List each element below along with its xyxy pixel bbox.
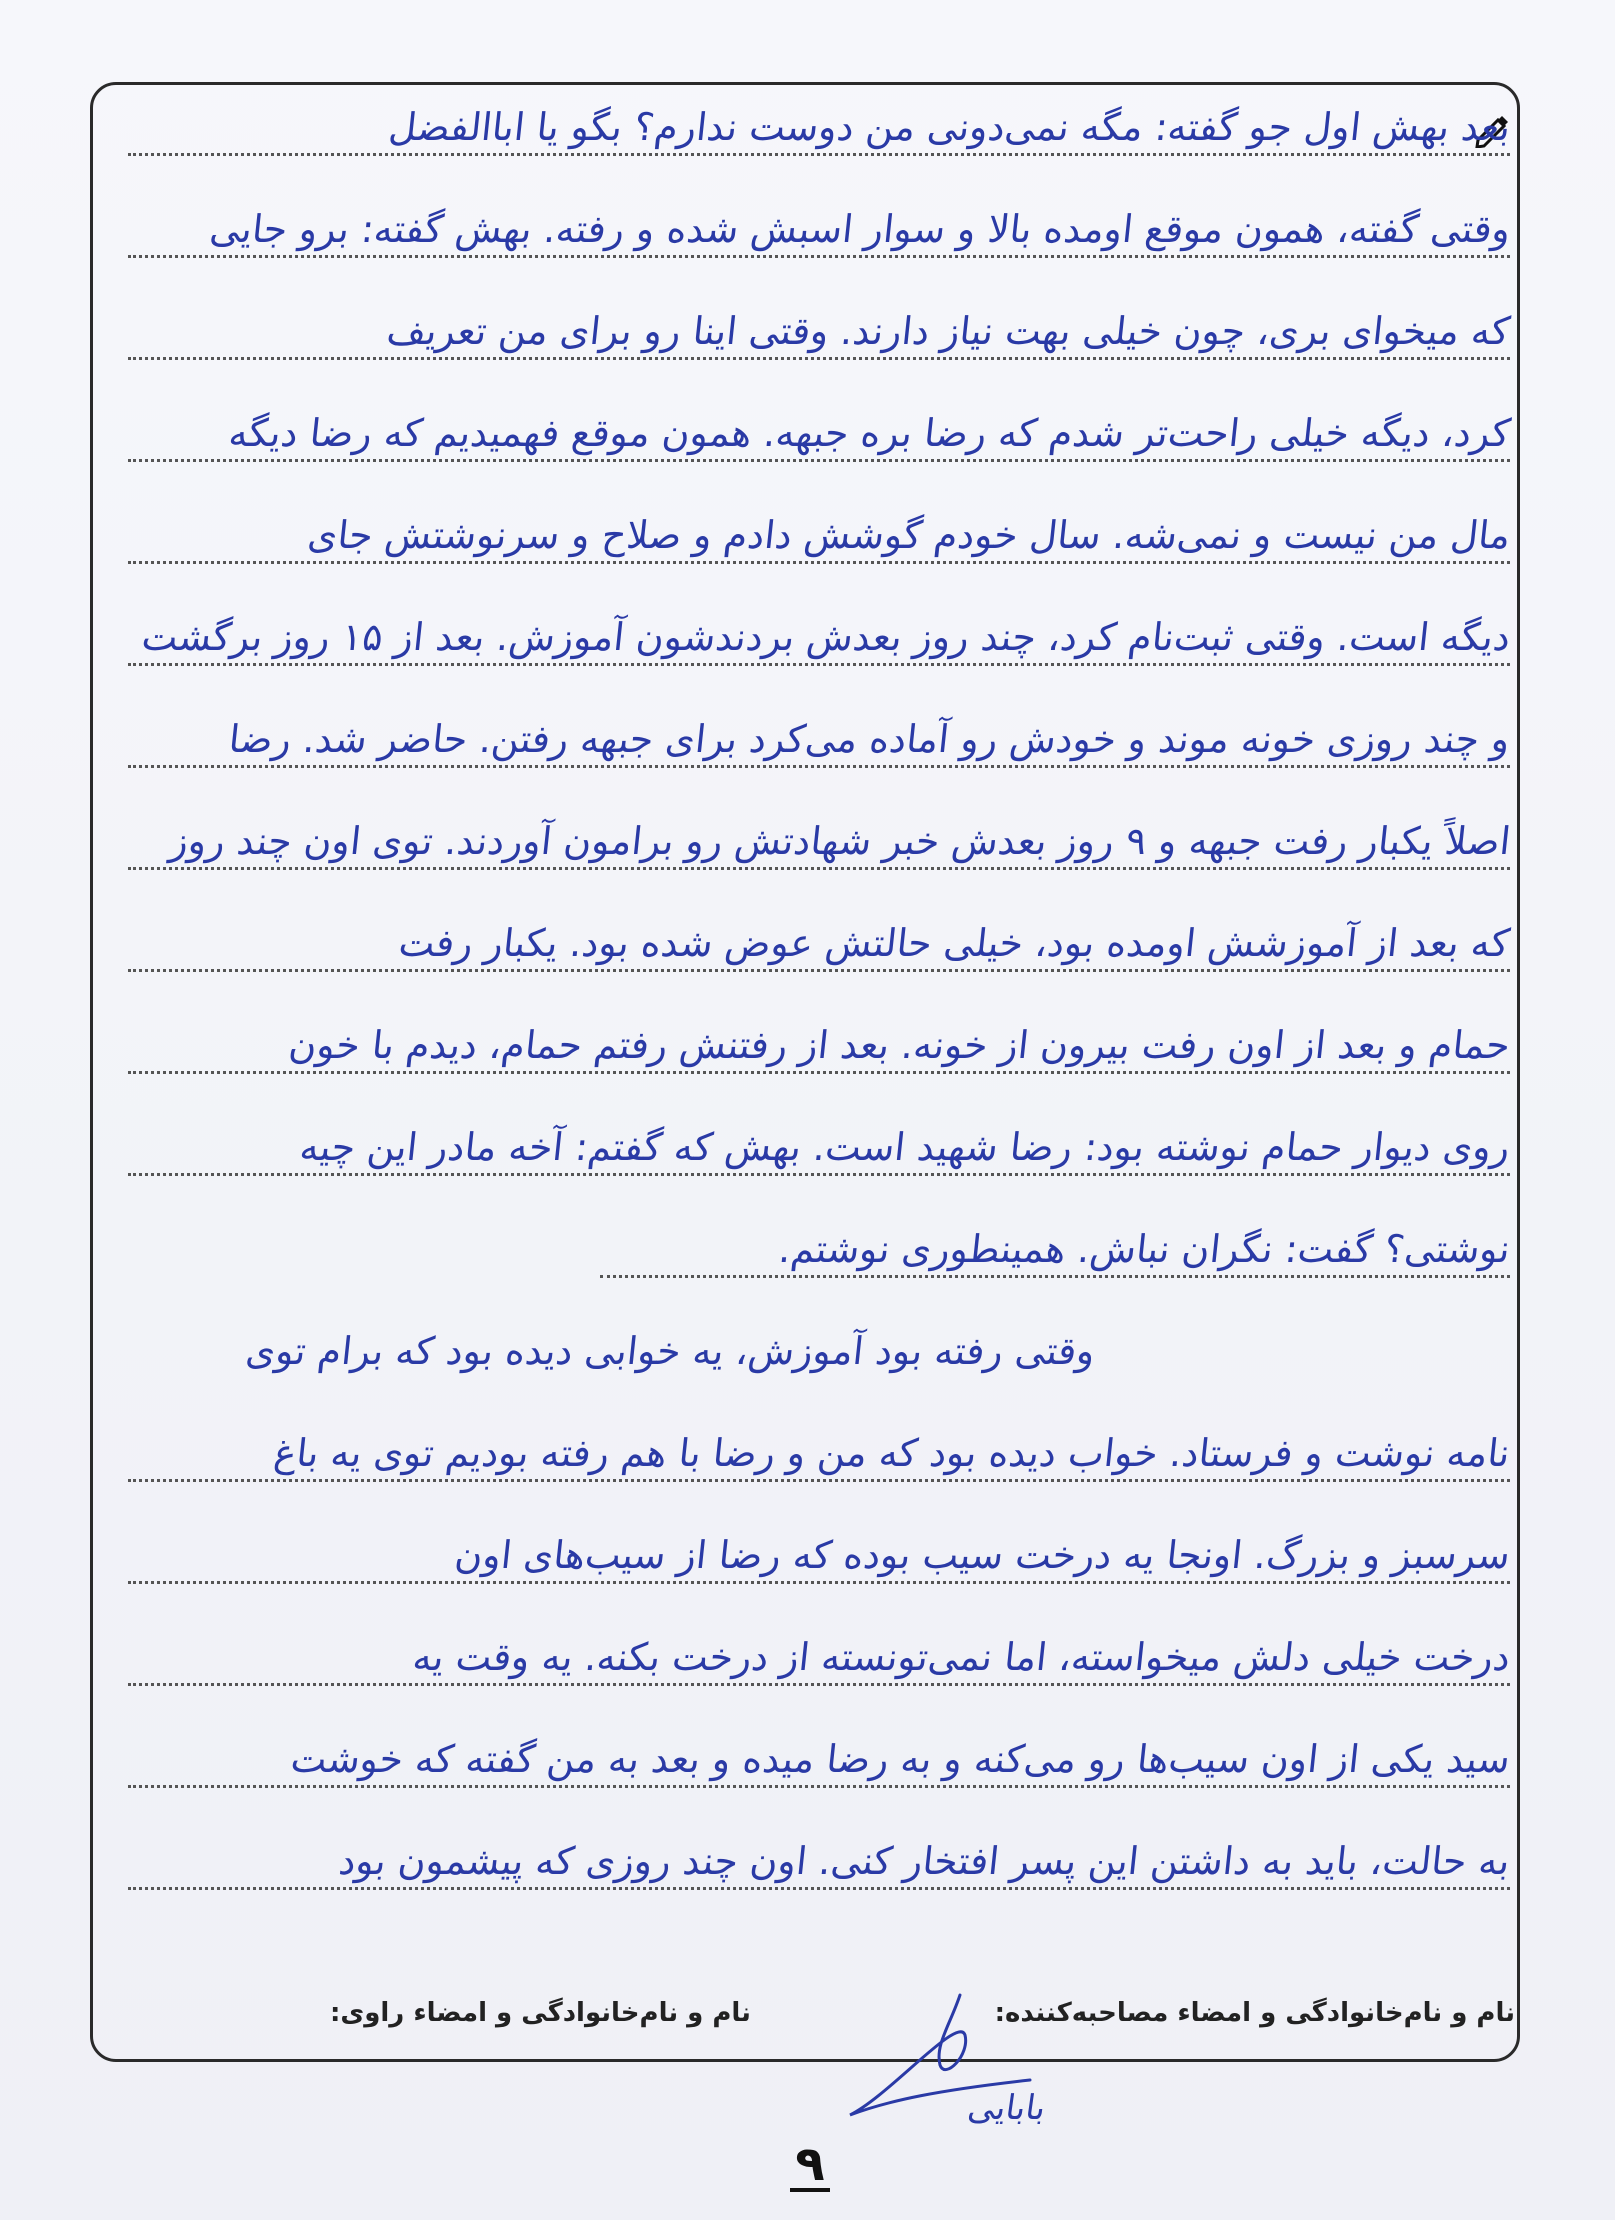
text-line: اصلاً یکبار رفت جبهه و ۹ روز بعدش خبر شهادتش رو برامون آوردند. توی اون چند روز bbox=[128, 844, 1510, 870]
text-line: وقتی گفته، همون موقع اومده بالا و سوار اسبش شده و رفته. بهش گفته: برو جایی bbox=[128, 232, 1510, 258]
interviewer-signature-label: نام و نام‌خانوادگی و امضاء مصاحبه‌کننده: bbox=[994, 1998, 1515, 2028]
text-line: که بعد از آموزشش اومده بود، خیلی حالتش عوض شده بود. یکبار رفت bbox=[128, 946, 1510, 972]
text-line: نوشتی؟ گفت: نگران نباش. همینطوری نوشتم. bbox=[600, 1252, 1510, 1278]
narrator-signature-label: نام و نام‌خانوادگی و امضاء راوی: bbox=[330, 1998, 751, 2028]
text-line: نامه نوشت و فرستاد. خواب دیده بود که من و رضا با هم رفته بودیم توی یه باغ bbox=[128, 1456, 1510, 1482]
text-line: درخت خیلی دلش میخواسته، اما نمی‌تونسته از درخت بکنه. یه وقت یه bbox=[128, 1660, 1510, 1686]
page-number: ۹ bbox=[790, 2140, 830, 2192]
signature-name: بابایی bbox=[965, 2088, 1049, 2128]
text-line: که میخوای بری، چون خیلی بهت نیاز دارند. وقتی اینا رو برای من تعریف bbox=[128, 334, 1510, 360]
text-line: و چند روزی خونه موند و خودش رو آماده می‌کرد برای جبهه رفتن. حاضر شد. رضا bbox=[128, 742, 1510, 768]
text-line: حمام و بعد از اون رفت بیرون از خونه. بعد از رفتنش رفتم حمام، دیدم با خون bbox=[128, 1048, 1510, 1074]
text-line: روی دیوار حمام نوشته بود: رضا شهید است. بهش که گفتم: آخه مادر این چیه bbox=[128, 1150, 1510, 1176]
text-line: بعد بهش اول جو گفته: مگه نمی‌دونی من دوست ندارم؟ بگو یا اباالفضل bbox=[128, 130, 1510, 156]
text-line: مال من نیست و نمی‌شه. سال خودم گوشش دادم و صلاح و سرنوشتش جای bbox=[128, 538, 1510, 564]
text-line: دیگه است. وقتی ثبت‌نام کرد، چند روز بعدش بردندشون آموزش. بعد از ۱۵ روز برگشت bbox=[128, 640, 1510, 666]
text-line: وقتی رفته بود آموزش، یه خوابی دیده بود که برام توی bbox=[243, 1329, 1098, 1373]
text-line: سید یکی از اون سیب‌ها رو می‌کنه و به رضا میده و بعد به من گفته که خوشت bbox=[128, 1762, 1510, 1788]
text-line: به حالت، باید به داشتن این پسر افتخار کنی. اون چند روزی که پیشمون بود bbox=[128, 1864, 1510, 1890]
text-line: سرسبز و بزرگ. اونجا یه درخت سیب بوده که رضا از سیب‌های اون bbox=[128, 1558, 1510, 1584]
text-line: کرد، دیگه خیلی راحت‌تر شدم که رضا بره جبهه. همون موقع فهمیدیم که رضا دیگه bbox=[128, 436, 1510, 462]
